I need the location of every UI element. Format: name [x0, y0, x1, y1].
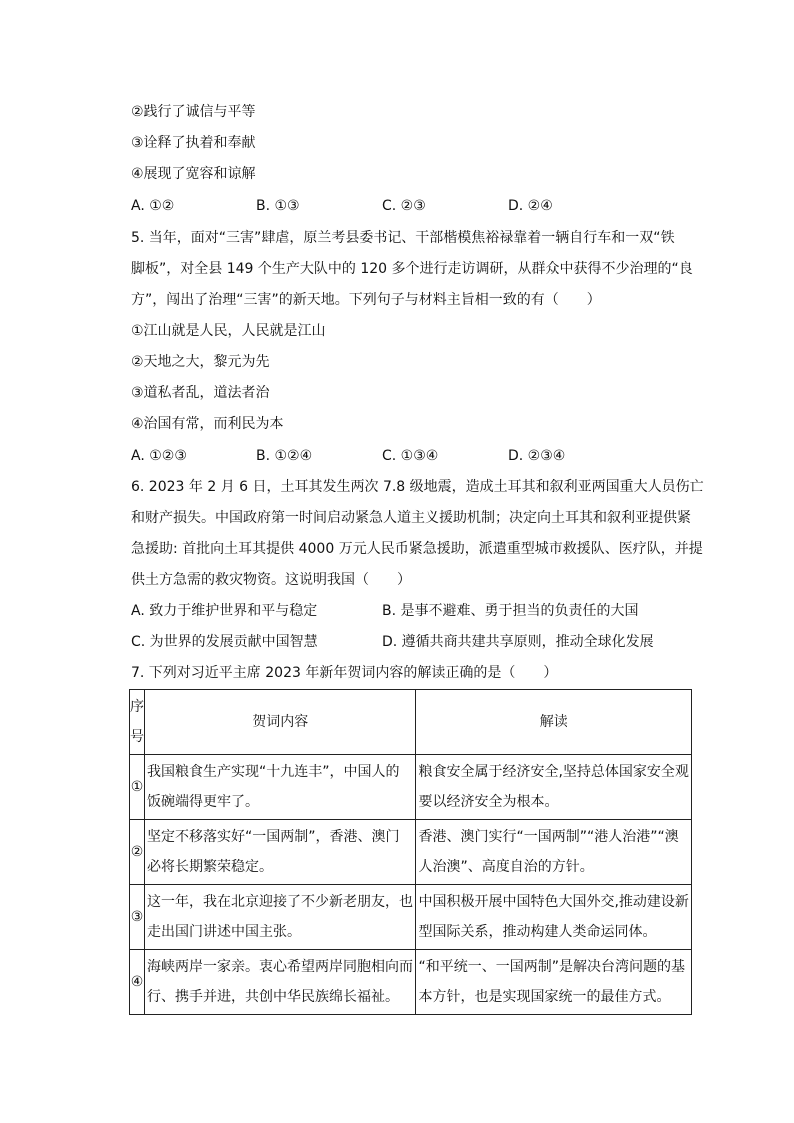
option-d[interactable]: D. ②④ — [508, 198, 553, 214]
q5-statement-3: ③道私者乱，道法者治 — [131, 385, 270, 401]
option-c[interactable]: C. ②③ — [382, 198, 426, 214]
option-a[interactable]: A. ①②③ — [131, 448, 187, 464]
q5-statement-2: ②天地之大，黎元为先 — [131, 354, 270, 370]
q6-stem-line-1: 6. 2023 年 2 月 6 日，土耳其发生两次 7.8 级地震，造成土耳其和叙利亚两国重大人员伤亡 — [131, 479, 704, 495]
header-content: 贺词内容 — [145, 690, 416, 755]
row-reading: 中国积极开展中国特色大国外交,推动建设新型国际关系，推动构建人类命运同体。 — [416, 885, 692, 950]
row-reading: 粮食安全属于经济安全,坚持总体国家安全观要以经济安全为根本。 — [416, 755, 692, 820]
row-content: 这一年，我在北京迎接了不少新老朋友，也走出国门讲述中国主张。 — [145, 885, 416, 950]
row-number: ② — [130, 820, 145, 885]
row-number: ① — [130, 755, 145, 820]
option-a[interactable]: A. 致力于维护世界和平与稳定 — [131, 603, 318, 619]
row-reading: “和平统一、一国两制”是解决台湾问题的基本方针，也是实现国家统一的最佳方式。 — [416, 950, 692, 1015]
option-b[interactable]: B. 是事不避难、勇于担当的负责任的大国 — [382, 603, 639, 619]
prev-statement-2: ②践行了诚信与平等 — [131, 104, 256, 120]
table-row — [130, 950, 692, 1015]
row-content: 我国粮食生产实现“十九连丰”，中国人的饭碗端得更牢了。 — [145, 755, 416, 820]
q7-stem: 7. 下列对习近平主席 2023 年新年贺词内容的解读正确的是（ ） — [131, 665, 558, 681]
q5-statement-1: ①江山就是人民，人民就是江山 — [131, 323, 326, 339]
row-content: 海峡两岸一家亲。衷心希望两岸同胞相向而行、携手并进，共创中华民族绵长福祉。 — [145, 950, 416, 1015]
option-c[interactable]: C. 为世界的发展贡献中国智慧 — [131, 634, 318, 650]
header-reading: 解读 — [416, 690, 692, 755]
q6-options-row-2 — [131, 631, 691, 653]
q6-stem-line-4: 供土方急需的救灾物资。这说明我国（ ） — [131, 572, 411, 588]
table-row — [130, 885, 692, 950]
table-row — [130, 820, 692, 885]
prev-statement-3: ③诠释了执着和奉献 — [131, 135, 256, 151]
row-reading: 香港、澳门实行“一国两制”“港人治港”“澳人治澳”、高度自治的方针。 — [416, 820, 692, 885]
row-number: ④ — [130, 950, 145, 1015]
option-d[interactable]: D. ②③④ — [508, 448, 566, 464]
option-d[interactable]: D. 遵循共商共建共享原则，推动全球化发展 — [382, 634, 654, 650]
row-content: 坚定不移落实好“一国两制”，香港、澳门必将长期繁荣稳定。 — [145, 820, 416, 885]
table-row — [130, 755, 692, 820]
q5-stem-line-1: 5. 当年，面对“三害”肆虐，原兰考县委书记、干部楷模焦裕禄靠着一辆自行车和一双“铁 — [131, 230, 675, 246]
option-b[interactable]: B. ①③ — [256, 198, 300, 214]
option-b[interactable]: B. ①②④ — [256, 448, 313, 464]
q5-stem-line-3: 方”，闯出了治理“三害”的新天地。下列句子与材料主旨相一致的有（ ） — [131, 292, 601, 308]
option-a[interactable]: A. ①② — [131, 198, 175, 214]
option-c[interactable]: C. ①③④ — [382, 448, 439, 464]
row-number: ③ — [130, 885, 145, 950]
prev-statement-4: ④展现了宽容和谅解 — [131, 166, 256, 182]
table-header-row — [130, 690, 692, 755]
q6-options-row-1 — [131, 600, 691, 622]
new-year-message-table — [129, 689, 692, 1015]
q6-stem-line-2: 和财产损失。中国政府第一时间启动紧急人道主义援助机制；决定向土耳其和叙利亚提供紧 — [131, 510, 691, 526]
q5-statement-4: ④治国有常，而利民为本 — [131, 416, 284, 432]
q5-stem-line-2: 脚板”，对全县 149 个生产大队中的 120 多个进行走访调研，从群众中获得不少治理的“良 — [131, 261, 693, 277]
header-number: 序号 — [130, 690, 145, 755]
q6-stem-line-3: 急援助: 首批向土耳其提供 4000 万元人民币紧急援助，派遣重型城市救援队、医疗队，并提 — [131, 541, 703, 557]
